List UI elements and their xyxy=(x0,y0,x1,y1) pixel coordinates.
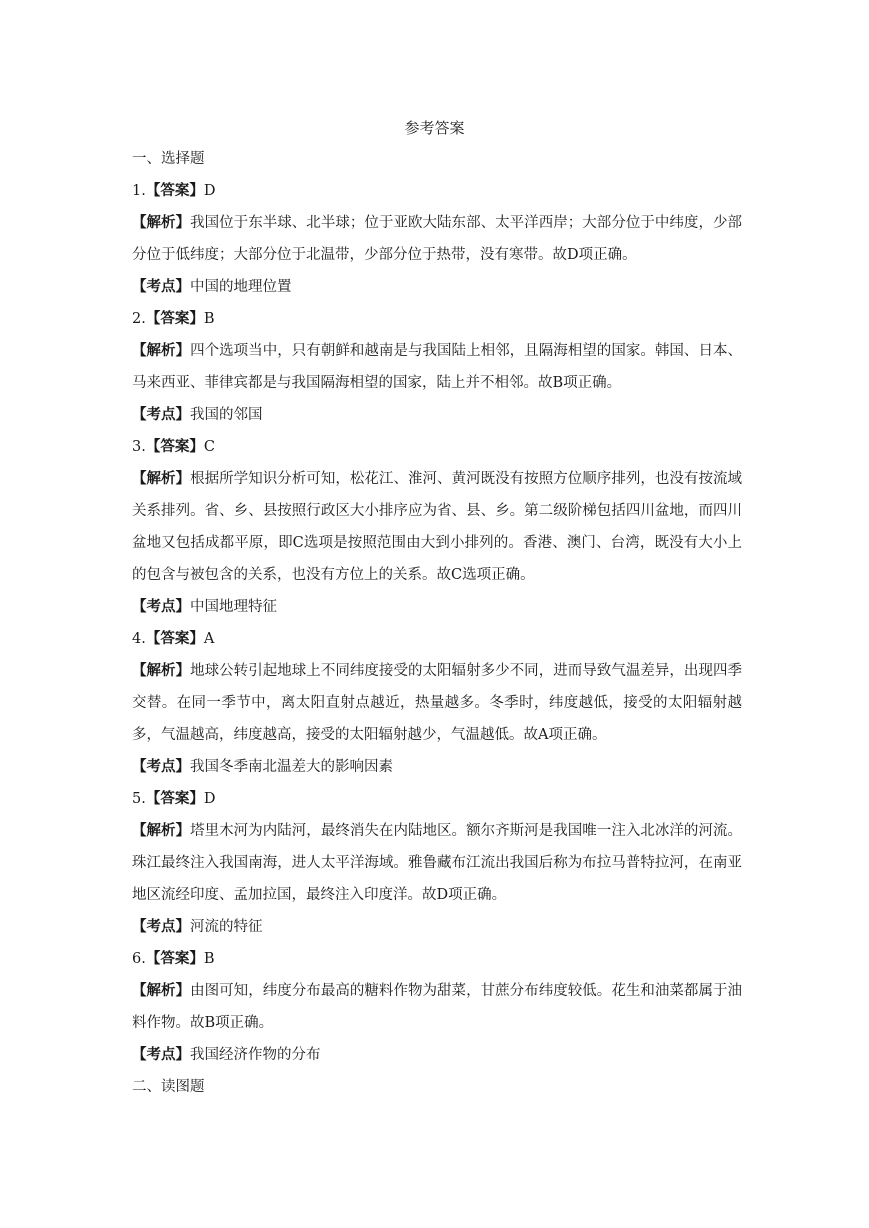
answer-tag: 【答案】 xyxy=(145,182,204,199)
analysis-text: 我国位于东半球、北半球；位于亚欧大陆东部、太平洋西岸；大部分位于中纬度，少部分位于低纬度；大部分位于北温带，少部分位于热带，没有寒带。故D项正确。 xyxy=(132,215,743,263)
point-line-2 xyxy=(132,404,263,426)
point-tag: 【考点】 xyxy=(132,918,190,935)
analysis-tag: 【解析】 xyxy=(132,982,191,999)
analysis-paragraph-5 xyxy=(132,815,742,911)
analysis-text: 由图可知，纬度分布最高的糖料作物为甜菜，甘蔗分布纬度较低。花生和油菜都属于油料作物。故B项正确。 xyxy=(132,983,743,1031)
answer-tag: 【答案】 xyxy=(145,630,204,647)
analysis-paragraph-6 xyxy=(132,975,742,1039)
analysis-tag: 【解析】 xyxy=(132,470,191,487)
analysis-paragraph-2 xyxy=(132,335,742,399)
answer-value: D xyxy=(203,791,216,807)
answer-value: D xyxy=(203,183,216,199)
analysis-text: 四个选项当中，只有朝鲜和越南是与我国陆上相邻，且隔海相望的国家。韩国、日本、马来西亚、菲律宾都是与我国隔海相望的国家，陆上并不相邻。故B项正确。 xyxy=(132,343,743,391)
answer-line-5 xyxy=(132,788,215,810)
analysis-paragraph-1 xyxy=(132,207,742,271)
point-tag: 【考点】 xyxy=(132,278,190,295)
analysis-text: 根据所学知识分析可知，松花江、淮河、黄河既没有按照方位顺序排列，也没有按流域关系排列。省、乡、县按照行政区大小排序应为省、县、乡。第二级阶梯包括四川盆地，而四川盆地又包括成都平原，即C选项是按照范围由大到小排列的。香港、澳门、台湾，既没有大小上的包含与被包含的关系，也没有方位上的关系。故C选项正确。 xyxy=(132,471,743,583)
answer-tag: 【答案】 xyxy=(145,950,204,967)
answer-tag: 【答案】 xyxy=(145,438,204,455)
answer-line-3 xyxy=(132,436,215,458)
point-tag: 【考点】 xyxy=(132,1046,190,1063)
section-heading-choice: 一、选择题 xyxy=(132,151,205,167)
analysis-paragraph-4 xyxy=(132,655,742,751)
answer-value: C xyxy=(203,439,215,455)
answer-tag: 【答案】 xyxy=(145,310,204,327)
point-text: 我国冬季南北温差大的影响因素 xyxy=(190,759,393,775)
analysis-tag: 【解析】 xyxy=(132,822,191,839)
answer-value: B xyxy=(203,311,215,327)
analysis-text: 塔里木河为内陆河，最终消失在内陆地区。额尔齐斯河是我国唯一注入北冰洋的河流。珠江最终注入我国南海，进人太平洋海域。雅鲁藏布江流出我国后称为布拉马普特拉河，在南亚地区流经印度、孟加拉国，最终注入印度洋。故D项正确。 xyxy=(132,823,743,903)
question-number: 1. xyxy=(132,183,146,199)
question-number: 4. xyxy=(132,631,146,647)
point-text: 河流的特征 xyxy=(190,919,263,935)
point-text: 我国的邻国 xyxy=(190,407,263,423)
point-tag: 【考点】 xyxy=(132,758,190,775)
question-number: 5. xyxy=(132,791,146,807)
section-heading-map: 二、读图题 xyxy=(132,1079,205,1095)
point-tag: 【考点】 xyxy=(132,406,190,423)
point-line-5 xyxy=(132,916,263,938)
point-line-4 xyxy=(132,756,393,778)
answer-value: A xyxy=(203,631,215,647)
point-line-6 xyxy=(132,1044,321,1066)
answer-tag: 【答案】 xyxy=(145,790,204,807)
question-number: 3. xyxy=(132,439,146,455)
answer-line-6 xyxy=(132,948,215,970)
point-text: 中国地理特征 xyxy=(190,599,277,615)
question-number: 6. xyxy=(132,951,146,967)
answer-line-1 xyxy=(132,180,215,202)
point-line-1 xyxy=(132,276,292,298)
analysis-tag: 【解析】 xyxy=(132,214,191,231)
point-text: 我国经济作物的分布 xyxy=(190,1047,321,1063)
analysis-text: 地球公转引起地球上不同纬度接受的太阳辐射多少不同，进而导致气温差异，出现四季交替。在同一季节中，离太阳直射点越近，热量越多。冬季时，纬度越低，接受的太阳辐射越多，气温越高，纬度越高，接受的太阳辐射越少，气温越低。故A项正确。 xyxy=(132,663,743,743)
answer-line-4 xyxy=(132,628,214,650)
analysis-tag: 【解析】 xyxy=(132,662,191,679)
answer-line-2 xyxy=(132,308,215,330)
page-title: 参考答案 xyxy=(404,119,465,137)
point-text: 中国的地理位置 xyxy=(190,279,292,295)
analysis-tag: 【解析】 xyxy=(132,342,191,359)
point-tag: 【考点】 xyxy=(132,598,190,615)
answer-value: B xyxy=(203,951,215,967)
analysis-paragraph-3 xyxy=(132,463,742,591)
point-line-3 xyxy=(132,596,277,618)
question-number: 2. xyxy=(132,311,146,327)
